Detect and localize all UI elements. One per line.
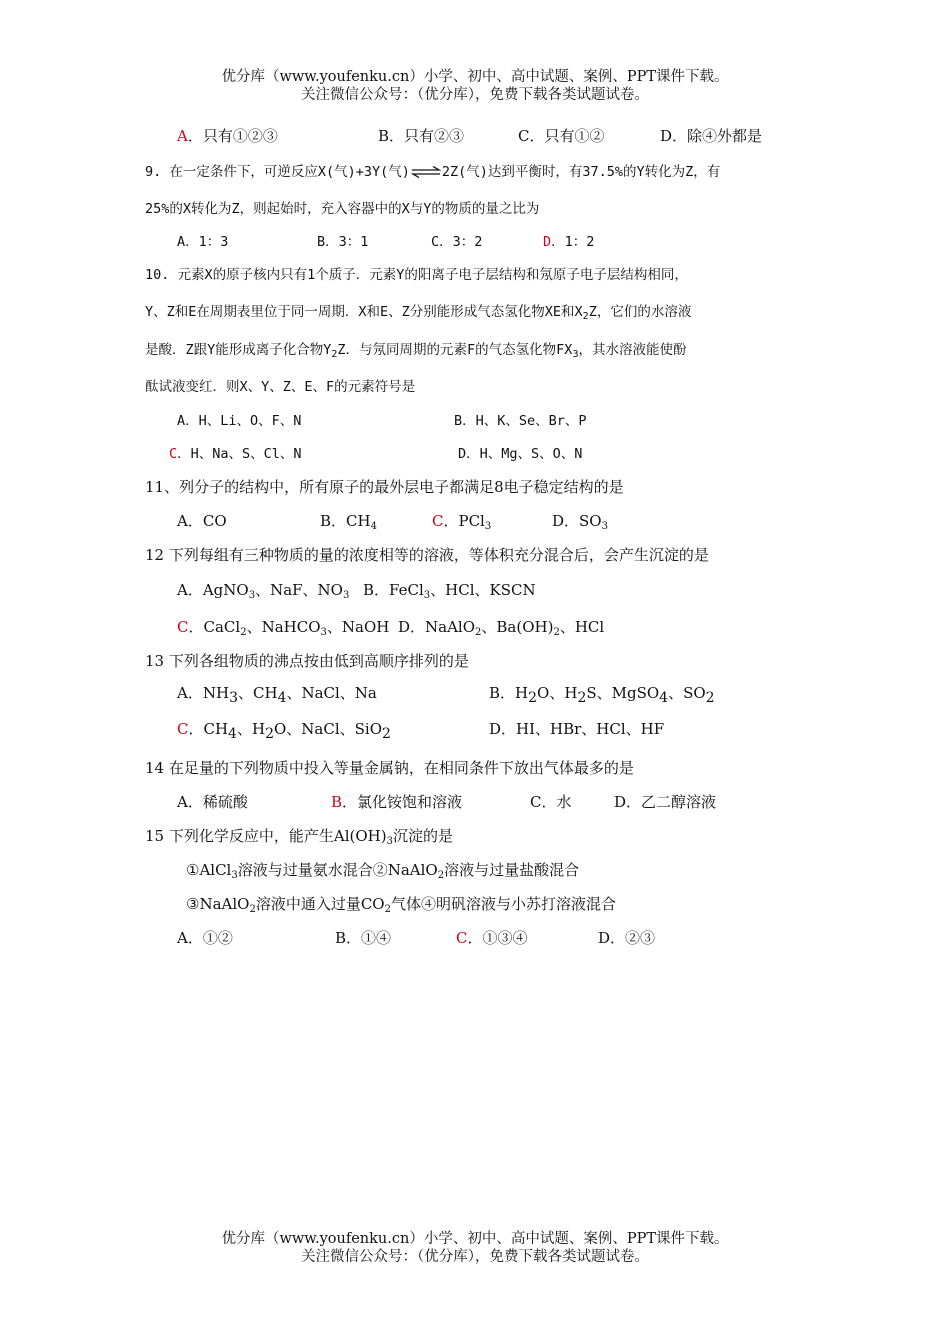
header-line-2: 关注微信公众号：（优分库），免费下载各类试题试卷。 [301,87,649,103]
q13-option-c: C．$CH_4$、$H_2O$、NaCl、SiO$_2$ [177,720,391,742]
q10-stem-line-1: 10. 元素X的原子核内只有1个质子．元素Y的阳离子电子层结构和氖原子电子层结构相同， [145,267,688,283]
q11-option-c: C．PCl$_3$ [432,512,492,532]
q14-option-d: D．乙二醇溶液 [614,793,717,811]
q15-option-c: C．①③④ [456,929,528,947]
q8-option-b: B．只有②③ [378,127,465,145]
q12-option-a: A．AgNO$_3$、NaF、$NO_3$ [177,581,350,601]
page-footer [0,1230,950,1266]
q9-option-b: B．3：1 [317,234,369,250]
q9-stem-line-2: 25%的X转化为Z，则起始时，充入容器中的X与Y的物质的量之比为 [145,201,540,217]
page-header [0,68,950,104]
q10-option-b: B．H、K、Se、Br、P [454,413,587,429]
q9-option-a: A．1：3 [177,234,229,250]
q15-option-d: D．②③ [598,929,656,947]
q13-option-d: D．HI、HBr、HCl、HF [489,720,665,738]
q11-stem: 11、列分子的结构中，所有原子的最外层电子都满足8电子稳定结构的是 [145,478,624,496]
q14-option-c: C．水 [530,793,572,811]
q10-option-c: C．H、Na、S、Cl、N [169,446,302,462]
q8-option-c: C．只有①② [518,127,605,145]
q10-option-a: A．H、Li、O、F、N [177,413,302,429]
q13-stem: 13 下列各组物质的沸点按由低到高顺序排列的是 [145,652,469,670]
q13-option-a: A．$NH_3$、$CH_4$、NaCl、Na [177,684,377,706]
q15-option-a: A．①② [177,929,233,947]
q9-stem-line-1: 9. 在一定条件下，可逆反应X(气)+3Y(气) 2Z(气)达到平衡时，有37.5%的Y转化为Z，有 [145,164,721,180]
q14-option-b: B．氯化铵饱和溶液 [331,793,463,811]
q10-option-d: D．H、Mg、S、O、N [458,446,583,462]
footer-line-2: 关注微信公众号：（优分库），免费下载各类试题试卷。 [301,1249,649,1265]
q13-option-b: B．$H_2O$、$H_2S$、MgSO$_4$、$SO_2$ [489,684,715,706]
q8-option-d: D．除④外都是 [660,127,763,145]
q12-option-c: C．CaCl$_2$、NaHCO$_3$、NaOH [177,618,390,638]
q12-stem: 12 下列每组有三种物质的量的浓度相等的溶液，等体积充分混合后，会产生沉淀的是 [145,546,709,564]
q10-stem-line-4: 酞试液变红．则X、Y、Z、E、F的元素符号是 [145,379,416,395]
q15-stem: 15 下列化学反应中，能产生$Al(OH)_3$沉淀的是 [145,827,453,847]
header-line-1: 优分库（www.youfenku.cn）小学、初中、高中试题、案例、PPT课件下载。 [221,69,729,85]
q12-option-d: D．NaAlO$_2$、$Ba(OH)_2$、HCl [398,618,605,638]
q11-option-d: D．$SO_3$ [552,512,608,532]
q15-item-line-2: ③NaAlO$_2$溶液中通入过量$CO_2$气体④明矾溶液与小苏打溶液混合 [186,895,616,915]
equilibrium-arrow-icon [411,166,441,178]
q14-stem: 14 在足量的下列物质中投入等量金属钠，在相同条件下放出气体最多的是 [145,759,634,777]
q11-option-b: B．$CH_4$ [320,512,377,532]
q14-option-a: A．稀硫酸 [177,793,248,811]
q11-option-a: A．CO [177,512,227,530]
q15-item-line-1: ①AlCl$_3$溶液与过量氨水混合②NaAlO$_2$溶液与过量盐酸混合 [186,861,580,881]
q12-option-b: B．FeCl$_3$、HCl、KSCN [363,581,536,601]
q8-option-a: A．只有①②③ [177,127,278,145]
q15-option-b: B．①④ [335,929,392,947]
q9-option-d: D．1：2 [543,234,595,250]
q9-option-c: C．3：2 [431,234,483,250]
q10-stem-line-3: 是酸．Z跟Y能形成离子化合物$Y_2Z$．与氖同周期的元素F的气态氢化物$FX_3$，其水溶液能使酚 [145,342,687,360]
q10-stem-line-2: Y、Z和E在周期表里位于同一周期．X和E、Z分别能形成气态氢化物XE和$X_2Z$，它们的水溶液 [145,304,692,322]
footer-line-1: 优分库（www.youfenku.cn）小学、初中、高中试题、案例、PPT课件下载。 [221,1231,729,1247]
